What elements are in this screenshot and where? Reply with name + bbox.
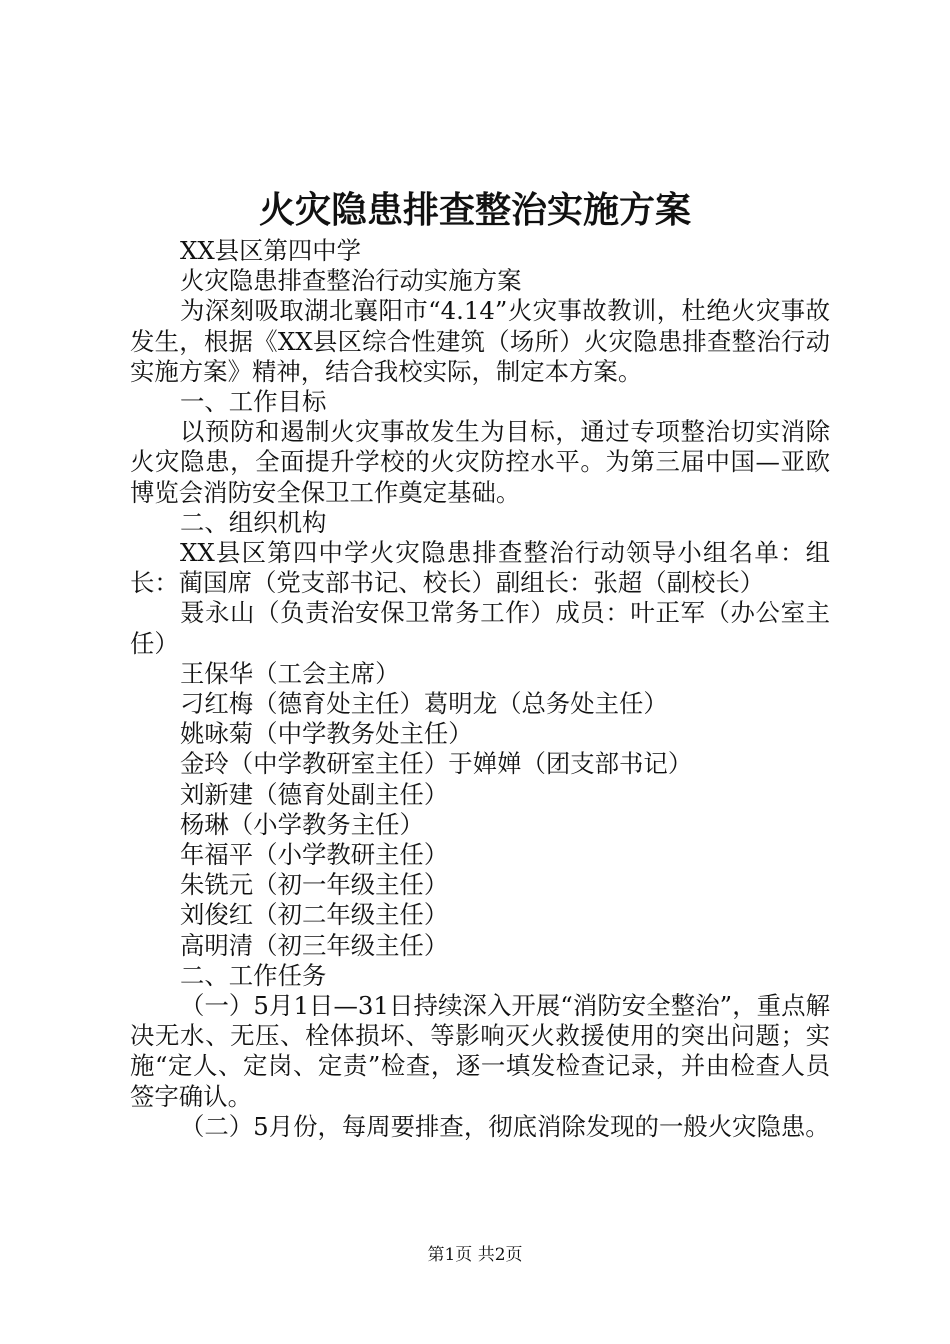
section-heading-organization: 二、组织机构 — [180, 507, 327, 537]
member-line: 刘新建（德育处副主任） — [180, 779, 449, 809]
paragraph-goals: 以预防和遏制火灾事故发生为目标，通过专项整治切实消除火灾隐患，全面提升学校的火灾防控水平。为第三届中国—亚欧博览会消防安全保卫工作奠定基础。 — [130, 417, 830, 507]
member-line: 刁红梅（德育处主任）葛明龙（总务处主任） — [180, 689, 668, 719]
paragraph-plan-title: 火灾隐患排查整治行动实施方案 — [180, 266, 522, 296]
member-line: 金玲（中学教研室主任）于婵婵（团支部书记） — [180, 749, 693, 779]
paragraph-task-1: （一）5月1日—31日持续深入开展“消防安全整治”，重点解决无水、无压、栓体损坏、等影响灭火救援使用的突出问题；实施“定人、定岗、定责”检查，逐一填发检查记录，并由检查人员签字确认。 — [130, 991, 830, 1111]
paragraph-school-name: XX县区第四中学 — [180, 236, 362, 265]
paragraph-leadership: XX县区第四中学火灾隐患排查整治行动领导小组名单：组长：蔺国席（党支部书记、校长）副组长：张超（副校长） — [130, 538, 830, 598]
member-line: 年福平（小学教研主任） — [180, 840, 449, 870]
member-line: 朱铣元（初一年级主任） — [180, 870, 449, 900]
paragraph-members-intro: 聂永山（负责治安保卫常务工作）成员：叶正军（办公室主任） — [130, 598, 830, 658]
document-body — [130, 236, 830, 1142]
paragraph-intro: 为深刻吸取湖北襄阳市“4.14”火灾事故教训，杜绝火灾事故发生，根据《XX县区综合性建筑（场所）火灾隐患排查整治行动实施方案》精神，结合我校实际，制定本方案。 — [130, 296, 830, 386]
section-heading-tasks: 二、工作任务 — [180, 960, 327, 990]
document-title: 火灾隐患排查整治实施方案 — [258, 189, 691, 231]
paragraph-task-2: （二）5月份，每周要排查，彻底消除发现的一般火灾隐患。 — [180, 1111, 830, 1141]
member-line: 刘俊红（初二年级主任） — [180, 900, 449, 930]
member-line: 杨琳（小学教务主任） — [180, 809, 424, 839]
member-line: 王保华（工会主席） — [180, 658, 400, 688]
section-heading-goals: 一、工作目标 — [180, 387, 327, 417]
member-line: 姚咏菊（中学教务处主任） — [180, 719, 473, 749]
page-number: 第1页 共2页 — [427, 1245, 523, 1265]
member-line: 高明清（初三年级主任） — [180, 930, 449, 960]
